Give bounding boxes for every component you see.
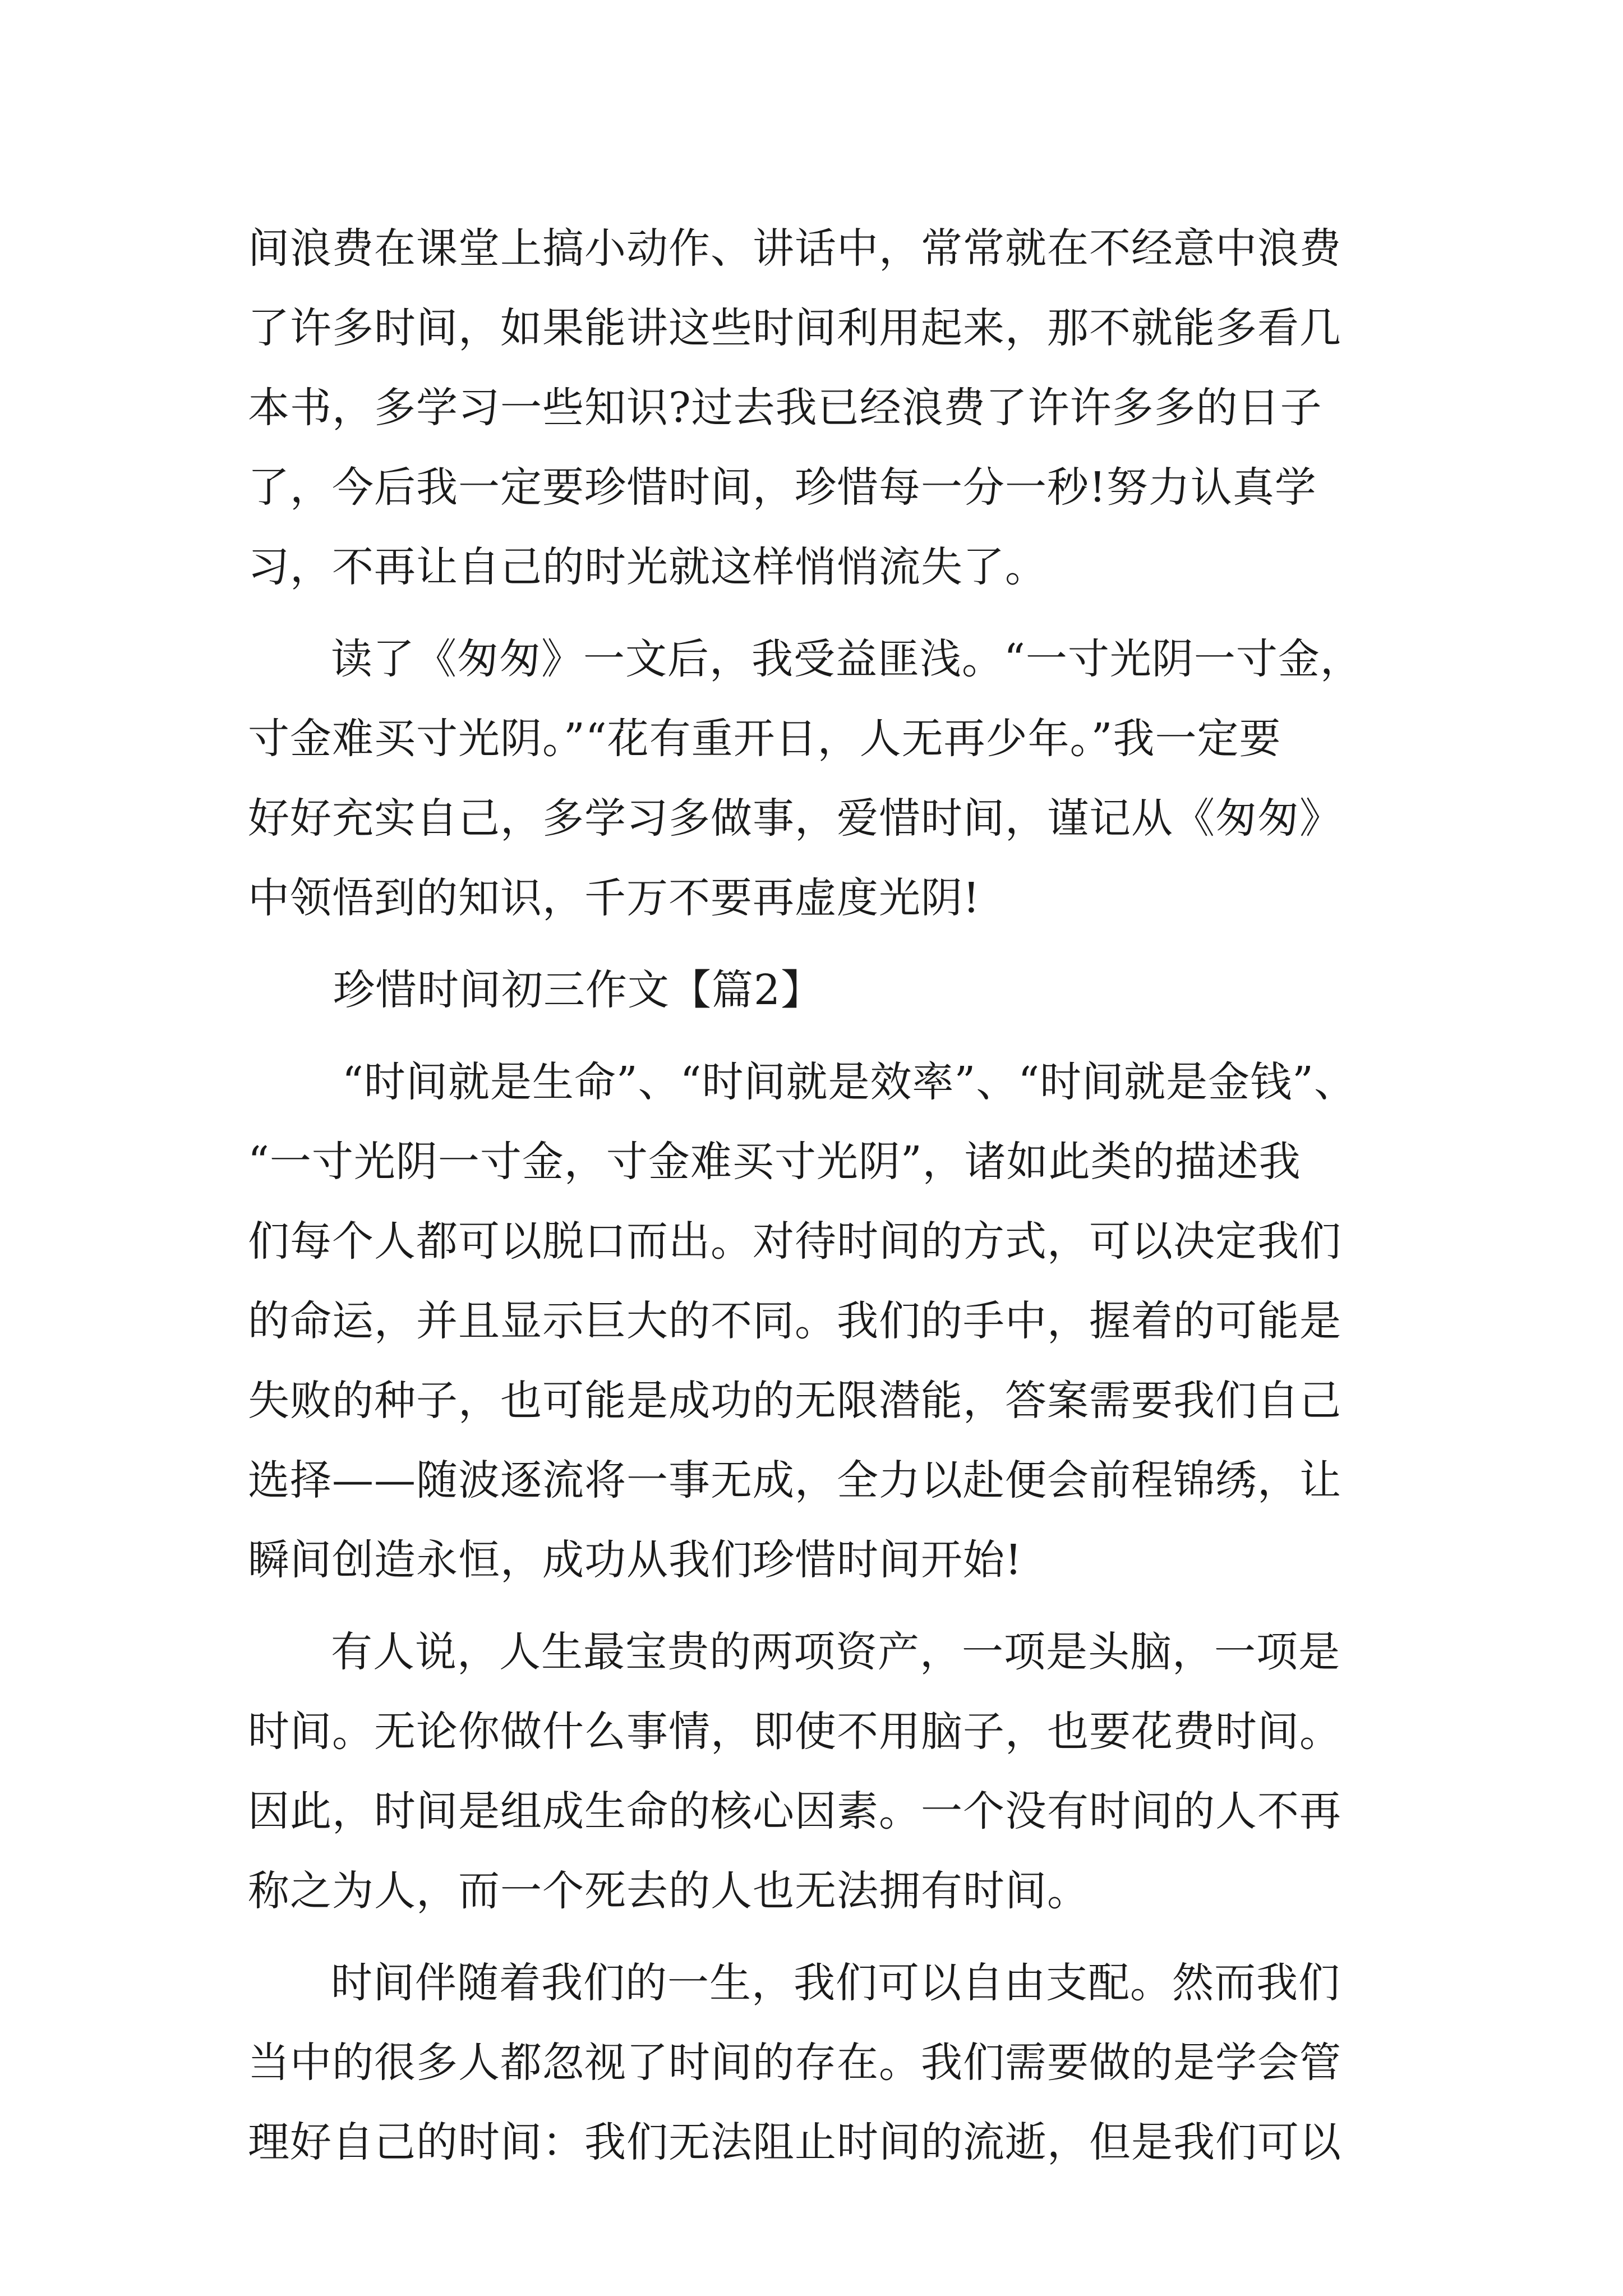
text-line: 了，今后我一定要珍惜时间，珍惜每一分一秒!努力认真学 — [248, 463, 1317, 512]
text-line: 时间。无论你做什么事情，即使不用脑子，也要花费时间。 — [248, 1708, 1341, 1756]
heading-text: 珍惜时间初三作文【篇2】 — [333, 966, 823, 1014]
paragraph-continuation — [248, 209, 1375, 607]
text-line: 读了《匆匆》一文后，我受益匪浅。“一寸光阴一寸金， — [331, 635, 1362, 683]
paragraph — [248, 1943, 1375, 2182]
paragraph-gap — [248, 1600, 1375, 1612]
text-line: 中领悟到的知识，千万不要再虚度光阴! — [248, 874, 980, 922]
text-line: 好好充实自己，多学习多做事，爱惜时间，谨记从《匆匆》 — [248, 794, 1341, 843]
text-line: 称之为人，而一个死去的人也无法拥有时间。 — [248, 1867, 1089, 1915]
text-line: 们每个人都可以脱口而出。对待时间的方式，可以决定我们 — [248, 1217, 1341, 1266]
paragraph — [248, 1042, 1375, 1600]
paragraph-gap — [248, 938, 1375, 950]
section-heading — [248, 950, 1375, 1030]
text-line: 习，不再让自己的时光就这样悄悄流失了。 — [248, 543, 1047, 591]
text-line: 寸金难买寸光阴。”“花有重开日，人无再少年。”我一定要 — [248, 715, 1281, 763]
text-line: 因此，时间是组成生命的核心因素。一个没有时间的人不再 — [248, 1787, 1341, 1835]
text-line: 本书，多学习一些知识?过去我已经浪费了许许多多的日子 — [248, 384, 1322, 432]
paragraph-gap — [248, 607, 1375, 619]
text-line: 间浪费在课堂上搞小动作、讲话中，常常就在不经意中浪费 — [248, 224, 1341, 273]
text-line: 当中的很多人都忽视了时间的存在。我们需要做的是学会管 — [248, 2039, 1341, 2087]
text-line: 瞬间创造永恒，成功从我们珍惜时间开始! — [248, 1536, 1022, 1584]
paragraph — [248, 619, 1375, 938]
text-line: “一寸光阴一寸金，寸金难买寸光阴”，诸如此类的描述我 — [248, 1138, 1301, 1186]
text-line: 的命运，并且显示巨大的不同。我们的手中，握着的可能是 — [248, 1297, 1341, 1345]
text-line: 时间伴随着我们的一生，我们可以自由支配。然而我们 — [331, 1959, 1340, 2007]
document-body — [248, 209, 1375, 2182]
paragraph-gap — [248, 1931, 1375, 1943]
text-line: 有人说，人生最宝贵的两项资产，一项是头脑，一项是 — [331, 1628, 1340, 1676]
paragraph — [248, 1612, 1375, 1931]
text-line: 选择——随波逐流将一事无成，全力以赴便会前程锦绣，让 — [248, 1456, 1341, 1504]
text-line: 理好自己的时间：我们无法阻止时间的流逝，但是我们可以 — [248, 2118, 1341, 2166]
text-line: 了许多时间，如果能讲这些时间利用起来，那不就能多看几 — [248, 304, 1341, 352]
paragraph-gap — [248, 1030, 1375, 1042]
text-line: “时间就是生命”、“时间就是效率”、“时间就是金钱”、 — [342, 1058, 1356, 1106]
text-line: 失败的种子，也可能是成功的无限潜能，答案需要我们自己 — [248, 1377, 1341, 1425]
